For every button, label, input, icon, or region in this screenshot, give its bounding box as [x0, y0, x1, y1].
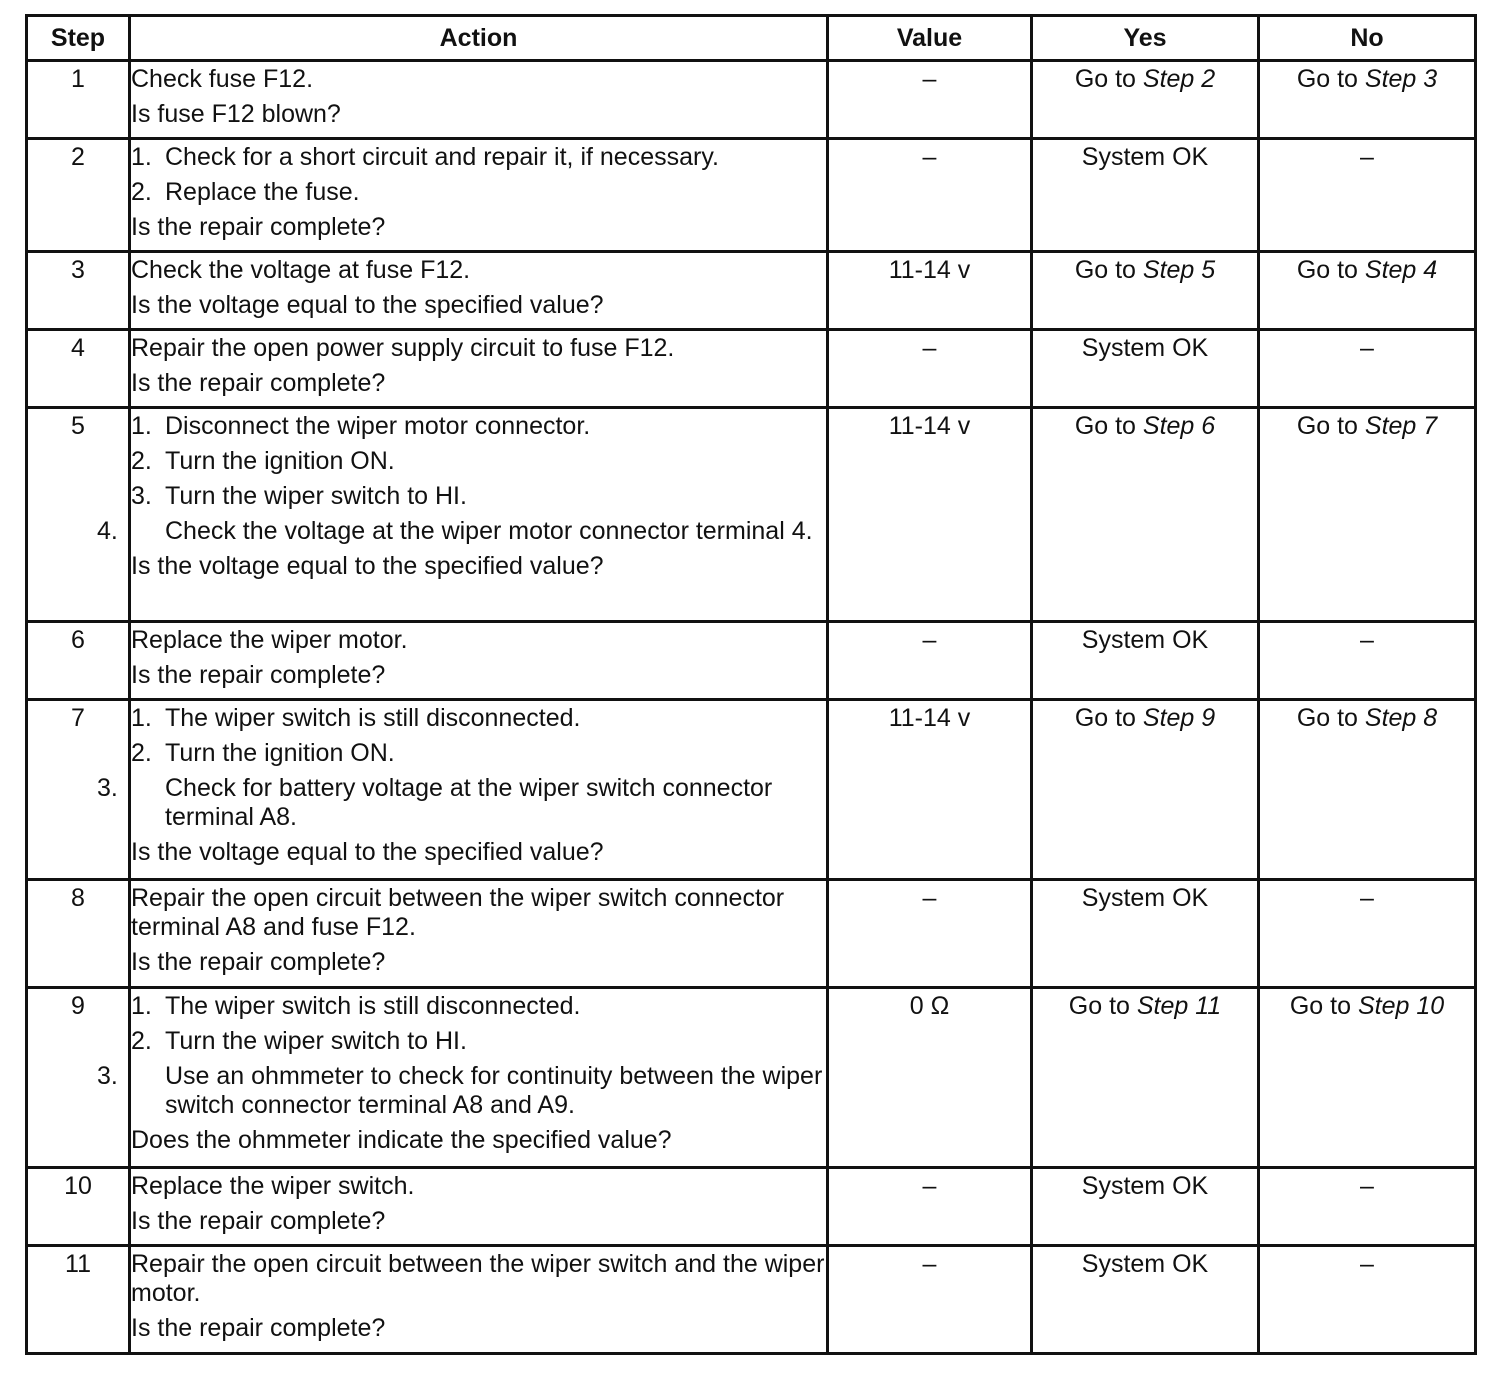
table-row: [27, 1168, 1476, 1246]
yes-cell: System OK: [1032, 330, 1259, 408]
yes-cell: [1032, 61, 1259, 139]
step-number: 10: [27, 1168, 130, 1246]
yes-step-link: Step 5: [1142, 256, 1216, 284]
header-no: No: [1259, 16, 1476, 61]
action-cell: [130, 1246, 828, 1354]
table-row: [27, 252, 1476, 330]
action-line: Is the voltage equal to the specified value?: [131, 291, 604, 319]
yes-cell: System OK: [1032, 880, 1259, 988]
yes-cell: System OK: [1032, 622, 1259, 700]
action-line: 1. The wiper switch is still disconnected.: [131, 704, 581, 732]
yes-cell: System OK: [1032, 1246, 1259, 1354]
action-line: Check the voltage at fuse F12.: [131, 256, 471, 284]
action-cell: [130, 252, 828, 330]
action-line: 3. Use an ohmmeter to check for continuity between the wiper switch connector terminal A8 and A9.: [97, 1062, 823, 1119]
no-goto-text: Go to: [1296, 65, 1365, 93]
action-line: 2. Replace the fuse.: [131, 178, 360, 206]
step-number: 4: [27, 330, 130, 408]
action-line: Replace the wiper switch.: [131, 1172, 415, 1200]
value-cell: 11-14 v: [828, 252, 1032, 330]
header-row: [27, 16, 1476, 61]
value-cell: –: [828, 139, 1032, 252]
action-line: Is the voltage equal to the specified value?: [131, 552, 604, 580]
action-line: Repair the open circuit between the wiper switch and the wiper motor.: [131, 1250, 825, 1307]
yes-goto-text: Go to: [1068, 992, 1137, 1020]
action-cell: [130, 622, 828, 700]
value-cell: 11-14 v: [828, 408, 1032, 622]
table-row: [27, 622, 1476, 700]
table-row: [27, 330, 1476, 408]
table-row: [27, 61, 1476, 139]
step-number: 6: [27, 622, 130, 700]
action-line: Is fuse F12 blown?: [131, 100, 341, 128]
action-cell: [97, 408, 828, 622]
no-goto-text: Go to: [1296, 704, 1365, 732]
no-cell: [1259, 988, 1476, 1168]
action-line: Check fuse F12.: [131, 65, 314, 93]
diagnostic-table: [25, 14, 1477, 1355]
step-number: 8: [27, 880, 130, 988]
value-cell: 11-14 v: [828, 700, 1032, 880]
action-line: Is the repair complete?: [131, 1207, 386, 1235]
step-number: 9: [27, 988, 130, 1168]
action-line: Replace the wiper motor.: [131, 626, 408, 654]
action-line: Is the repair complete?: [131, 661, 386, 689]
no-cell: [1259, 700, 1476, 880]
table-row: [27, 408, 1476, 622]
no-cell: –: [1259, 622, 1476, 700]
action-cell: [130, 330, 828, 408]
value-cell: –: [828, 622, 1032, 700]
header-action: Action: [130, 16, 828, 61]
step-number: 2: [27, 139, 130, 252]
action-cell: [130, 61, 828, 139]
table-body: [27, 61, 1476, 1354]
table-row: [27, 700, 1476, 880]
no-goto-text: Go to: [1296, 256, 1365, 284]
no-step-link: Step 10: [1357, 992, 1445, 1020]
yes-step-link: Step 6: [1142, 412, 1216, 440]
action-line: Is the repair complete?: [131, 213, 386, 241]
action-cell: [97, 988, 828, 1168]
action-cell: [130, 139, 828, 252]
yes-goto-text: Go to: [1074, 412, 1143, 440]
action-line: 2. Turn the ignition ON.: [131, 447, 395, 475]
no-goto-text: Go to: [1289, 992, 1358, 1020]
yes-cell: [1032, 700, 1259, 880]
yes-cell: [1032, 408, 1259, 622]
action-line: Is the repair complete?: [131, 948, 386, 976]
action-line: 1. Disconnect the wiper motor connector.: [131, 412, 591, 440]
action-line: 1. The wiper switch is still disconnected.: [131, 992, 581, 1020]
action-line: Is the repair complete?: [131, 1314, 386, 1342]
action-line: Repair the open power supply circuit to fuse F12.: [131, 334, 675, 362]
action-cell: [130, 1168, 828, 1246]
no-cell: –: [1259, 880, 1476, 988]
action-line: 2. Turn the wiper switch to HI.: [131, 1027, 467, 1055]
value-cell: –: [828, 61, 1032, 139]
yes-cell: System OK: [1032, 1168, 1259, 1246]
no-cell: –: [1259, 139, 1476, 252]
yes-cell: [1032, 252, 1259, 330]
no-step-link: Step 8: [1364, 704, 1438, 732]
no-cell: [1259, 61, 1476, 139]
yes-goto-text: Go to: [1074, 704, 1143, 732]
table-row: [27, 988, 1476, 1168]
value-cell: –: [828, 330, 1032, 408]
action-line: Does the ohmmeter indicate the specified value?: [131, 1126, 672, 1154]
yes-step-link: Step 2: [1142, 65, 1216, 93]
action-line: 4. Check the voltage at the wiper motor connector terminal 4.: [97, 517, 813, 545]
step-number: 3: [27, 252, 130, 330]
no-cell: [1259, 408, 1476, 622]
step-number: 7: [27, 700, 130, 880]
action-line: 3. Check for battery voltage at the wiper switch connector terminal A8.: [97, 774, 773, 831]
yes-step-link: Step 9: [1142, 704, 1216, 732]
step-number: 1: [27, 61, 130, 139]
action-cell: [97, 700, 828, 880]
yes-cell: [1032, 988, 1259, 1168]
no-step-link: Step 4: [1364, 256, 1438, 284]
action-line: Repair the open circuit between the wiper switch connector terminal A8 and fuse F12.: [131, 884, 785, 941]
table-row: [27, 1246, 1476, 1354]
action-line: Is the repair complete?: [131, 369, 386, 397]
action-line: 1. Check for a short circuit and repair it, if necessary.: [131, 143, 719, 171]
step-number: 5: [27, 408, 130, 622]
no-cell: –: [1259, 330, 1476, 408]
yes-goto-text: Go to: [1074, 256, 1143, 284]
no-step-link: Step 7: [1364, 412, 1438, 440]
action-cell: [130, 880, 828, 988]
no-cell: [1259, 252, 1476, 330]
action-line: 3. Turn the wiper switch to HI.: [131, 482, 467, 510]
table-row: [27, 139, 1476, 252]
header-value: Value: [828, 16, 1032, 61]
table-row: [27, 880, 1476, 988]
header-yes: Yes: [1032, 16, 1259, 61]
action-line: Is the voltage equal to the specified value?: [131, 838, 604, 866]
header-step: Step: [27, 16, 130, 61]
no-goto-text: Go to: [1296, 412, 1365, 440]
yes-goto-text: Go to: [1074, 65, 1143, 93]
no-cell: –: [1259, 1168, 1476, 1246]
no-step-link: Step 3: [1364, 65, 1438, 93]
value-cell: –: [828, 1246, 1032, 1354]
step-number: 11: [27, 1246, 130, 1354]
value-cell: –: [828, 1168, 1032, 1246]
yes-step-link: Step 11: [1136, 992, 1222, 1020]
yes-cell: System OK: [1032, 139, 1259, 252]
no-cell: –: [1259, 1246, 1476, 1354]
value-cell: 0 Ω: [828, 988, 1032, 1168]
action-line: 2. Turn the ignition ON.: [131, 739, 395, 767]
value-cell: –: [828, 880, 1032, 988]
